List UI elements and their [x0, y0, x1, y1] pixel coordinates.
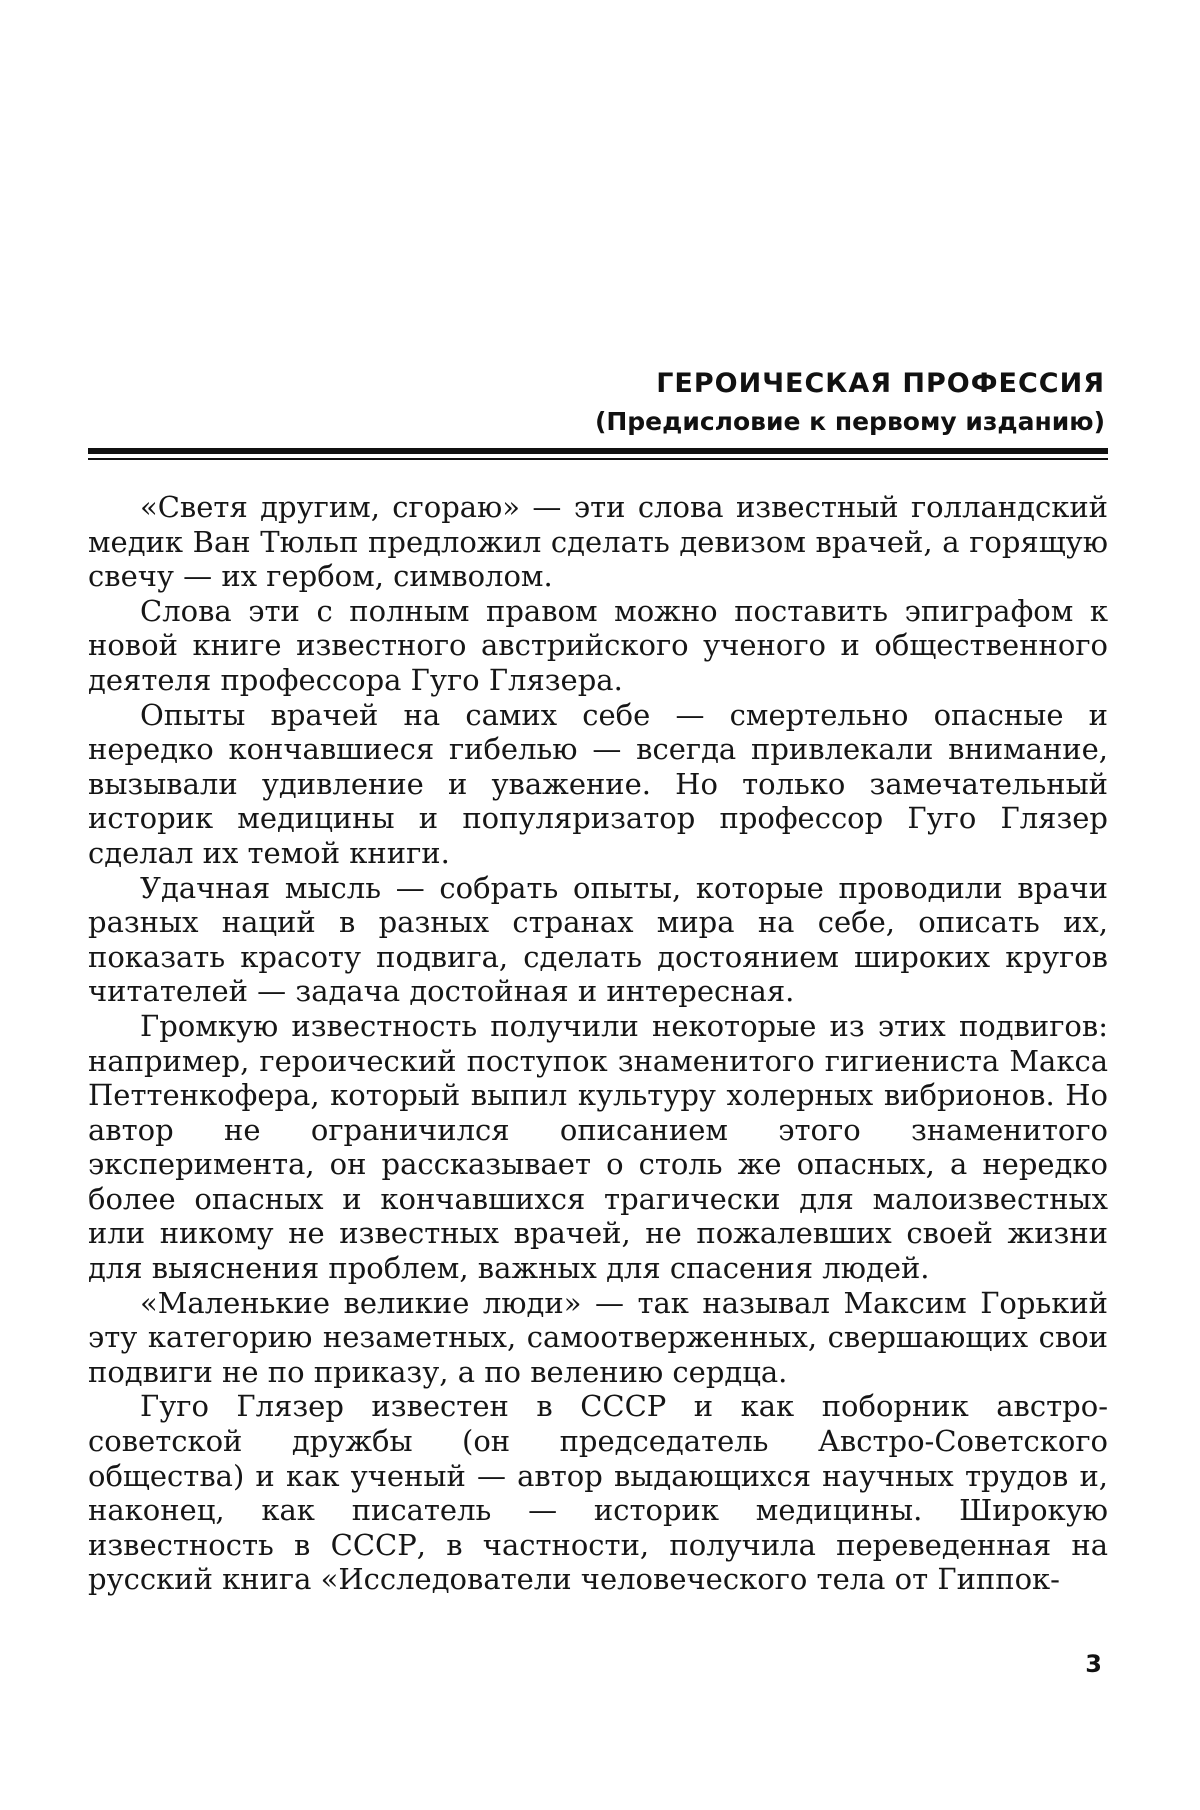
chapter-header — [305, 365, 1105, 441]
chapter-subtitle: (Предисловие к первому изданию) — [594, 407, 1105, 436]
header-divider-thin — [88, 458, 1108, 460]
body-text — [88, 490, 1108, 1597]
header-divider-thick — [88, 448, 1108, 454]
paragraph: «Маленькие великие люди» — так называл Максим Горький эту категорию незаметных, самоотверженных, свершающих свои подвиги не по приказу, а по велению сердца. — [88, 1285, 1108, 1389]
page-number: 3 — [1085, 1650, 1102, 1678]
paragraph: Гуго Глязер известен в СССР и как поборник австро-советской дружбы (он председатель Австро-Советского общества) и как ученый — автор выдающихся научных трудов и, наконец, как писатель — историк медицины. Широкую известность в СССР, в частности, получила переведенная на русский книга «Исследователи человеческого тела от Гиппок- — [88, 1389, 1108, 1597]
chapter-title: ГЕРОИЧЕСКАЯ ПРОФЕССИЯ — [656, 368, 1105, 399]
paragraph: Слова эти с полным правом можно поставить эпиграфом к новой книге известного австрийского ученого и общественного деятеля профессора Гуго Глязера. — [88, 593, 1108, 697]
paragraph: Опыты врачей на самих себе — смертельно опасные и нередко кончавшиеся гибелью — всегда привлекали внимание, вызывали удивление и уважение. Но только замечательный историк медицины и популяризатор профессор Гуго Глязер сделал их темой книги. — [88, 697, 1108, 870]
paragraph: «Светя другим, сгораю» — эти слова известный голландский медик Ван Тюльп предложил сделать девизом врачей, а горящую свечу — их гербом, символом. — [88, 490, 1108, 594]
paragraph: Громкую известность получили некоторые из этих подвигов: например, героический поступок знаменитого гигиениста Макса Петтенкофера, который выпил культуру холерных вибрионов. Но автор не ограничился описанием этого знаменитого эксперимента, он рассказывает о столь же опасных, а нередко более опасных и кончавшихся трагически для малоизвестных или никому не известных врачей, не пожалевших своей жизни для выяснения проблем, важных для спасения людей. — [88, 1008, 1108, 1286]
paragraph: Удачная мысль — собрать опыты, которые проводили врачи разных наций в разных странах мира на себе, описать их, показать красоту подвига, сделать достоянием широких кругов читателей — задача достойная и интересная. — [88, 870, 1108, 1009]
